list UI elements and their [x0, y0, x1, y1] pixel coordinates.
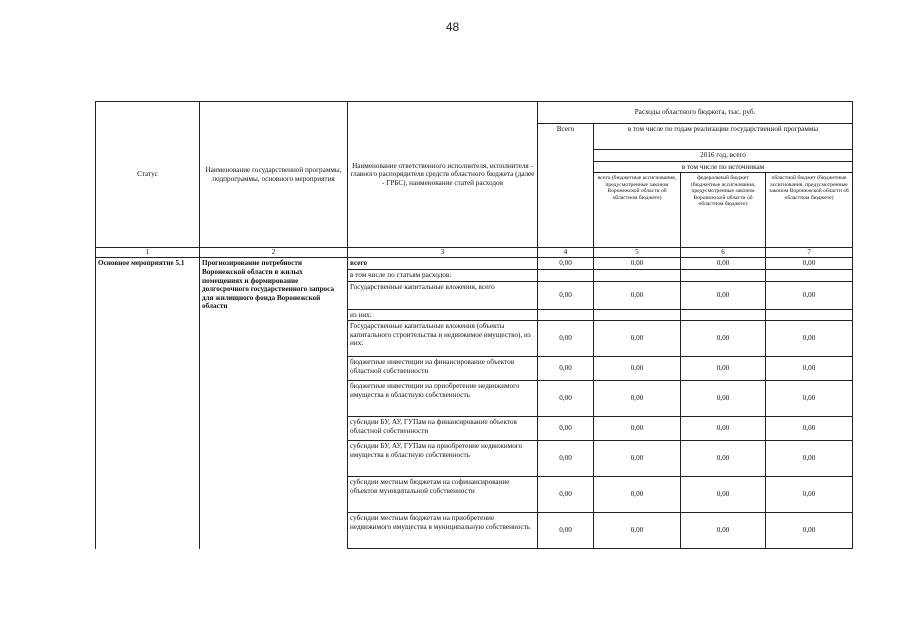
- status-cell: Основное мероприятие 5.1: [96, 258, 200, 549]
- expense-item-label: в том числе по статьям расходов:: [348, 269, 538, 281]
- value-cell: 0,00: [538, 381, 594, 417]
- value-cell: 0,00: [766, 441, 853, 477]
- expense-item-label: Государственные капитальные вложения (объекты капитального строительства и недвижимое имущество), из них:: [348, 321, 538, 357]
- value-cell: 0,00: [538, 281, 594, 309]
- value-cell: 0,00: [538, 441, 594, 477]
- header-by-sources: в том числе по источникам: [594, 161, 853, 173]
- program-name-cell: Прогнозирование потребности Воронежской области в жилых помещениях и формирование долгосрочного государственного запроса для жилищного фонда Воронежской области: [200, 258, 348, 549]
- value-cell: 0,00: [681, 321, 766, 357]
- value-cell: 0,00: [538, 321, 594, 357]
- column-number: 7: [766, 248, 853, 258]
- column-number: 6: [681, 248, 766, 258]
- header-total: Всего: [538, 124, 594, 248]
- value-cell: 0,00: [681, 417, 766, 441]
- budget-table: [95, 101, 853, 549]
- value-cell: 0,00: [594, 357, 681, 381]
- column-numbers-row: [96, 248, 853, 258]
- value-cell: 0,00: [766, 477, 853, 513]
- value-cell: [766, 269, 853, 281]
- value-cell: 0,00: [766, 357, 853, 381]
- value-cell: 0,00: [766, 513, 853, 549]
- value-cell: 0,00: [538, 258, 594, 270]
- value-cell: 0,00: [766, 281, 853, 309]
- value-cell: [538, 269, 594, 281]
- value-cell: 0,00: [681, 381, 766, 417]
- expense-item-label: субсидии местным бюджетам на приобретение недвижимого имущества в муниципальную собственность: [348, 513, 538, 549]
- value-cell: [681, 309, 766, 321]
- header-col5: всего (бюджетные ассигнования, предусмотренные законом Воронежской области об областном бюджете): [594, 173, 681, 248]
- column-number: 1: [96, 248, 200, 258]
- value-cell: 0,00: [538, 357, 594, 381]
- value-cell: 0,00: [766, 417, 853, 441]
- value-cell: 0,00: [594, 417, 681, 441]
- value-cell: 0,00: [594, 258, 681, 270]
- expense-item-label: всего: [348, 258, 538, 270]
- page-number: 48: [445, 20, 460, 34]
- value-cell: 0,00: [681, 258, 766, 270]
- value-cell: 0,00: [681, 513, 766, 549]
- expense-item-label: субсидии местным бюджетам на софинансирование объектов муниципальной собственности: [348, 477, 538, 513]
- value-cell: 0,00: [594, 477, 681, 513]
- header-program-name: Наименование государственной программы, подпрограммы, основного мероприятия: [200, 102, 348, 248]
- expense-item-label: субсидии БУ, АУ, ГУПам на финансирование объектов областной собственности: [348, 417, 538, 441]
- header-status: Статус: [96, 102, 200, 248]
- value-cell: 0,00: [681, 441, 766, 477]
- header-col7: областной бюджет (бюджетные ассигнования, предусмотренные законом Воронежской области об областном бюджете): [766, 173, 853, 248]
- expense-item-label: бюджетные инвестиции на финансирование объектов областной собственности: [348, 357, 538, 381]
- value-cell: [594, 309, 681, 321]
- header-col6: федеральный бюджет (бюджетные ассигнования, предусмотренные законом Воронежской области об областном бюджете): [681, 173, 766, 248]
- expense-item-label: бюджетные инвестиции на приобретение недвижимого имущества в областную собственность: [348, 381, 538, 417]
- value-cell: 0,00: [538, 513, 594, 549]
- column-number: 2: [200, 248, 348, 258]
- value-cell: [538, 309, 594, 321]
- value-cell: 0,00: [766, 258, 853, 270]
- header-expenses: Расходы областного бюджета, тыс. руб.: [538, 102, 853, 124]
- column-number: 3: [348, 248, 538, 258]
- value-cell: [766, 309, 853, 321]
- expense-item-label: Государственные капитальные вложения, всего: [348, 281, 538, 309]
- value-cell: 0,00: [766, 381, 853, 417]
- value-cell: 0,00: [594, 381, 681, 417]
- value-cell: 0,00: [538, 417, 594, 441]
- value-cell: 0,00: [681, 477, 766, 513]
- value-cell: 0,00: [594, 513, 681, 549]
- column-number: 5: [594, 248, 681, 258]
- value-cell: [681, 269, 766, 281]
- value-cell: 0,00: [538, 477, 594, 513]
- column-number: 4: [538, 248, 594, 258]
- header-year-2016: 2016 год, всего: [594, 150, 853, 162]
- header-by-years: в том числе по годам реализации государственной программы: [594, 124, 853, 150]
- value-cell: 0,00: [594, 441, 681, 477]
- value-cell: 0,00: [681, 357, 766, 381]
- expense-item-label: из них:: [348, 309, 538, 321]
- value-cell: 0,00: [681, 281, 766, 309]
- value-cell: 0,00: [594, 321, 681, 357]
- header-executor: Наименование ответственного исполнителя, исполнителя - главного распорядителя средств областного бюджета (далее - ГРБС), наименование статей расходов: [348, 102, 538, 248]
- value-cell: 0,00: [766, 321, 853, 357]
- table-row: [96, 258, 853, 270]
- value-cell: 0,00: [594, 281, 681, 309]
- expense-item-label: субсидии БУ, АУ, ГУПам на приобретение недвижимого имущества в областную собственность: [348, 441, 538, 477]
- value-cell: [594, 269, 681, 281]
